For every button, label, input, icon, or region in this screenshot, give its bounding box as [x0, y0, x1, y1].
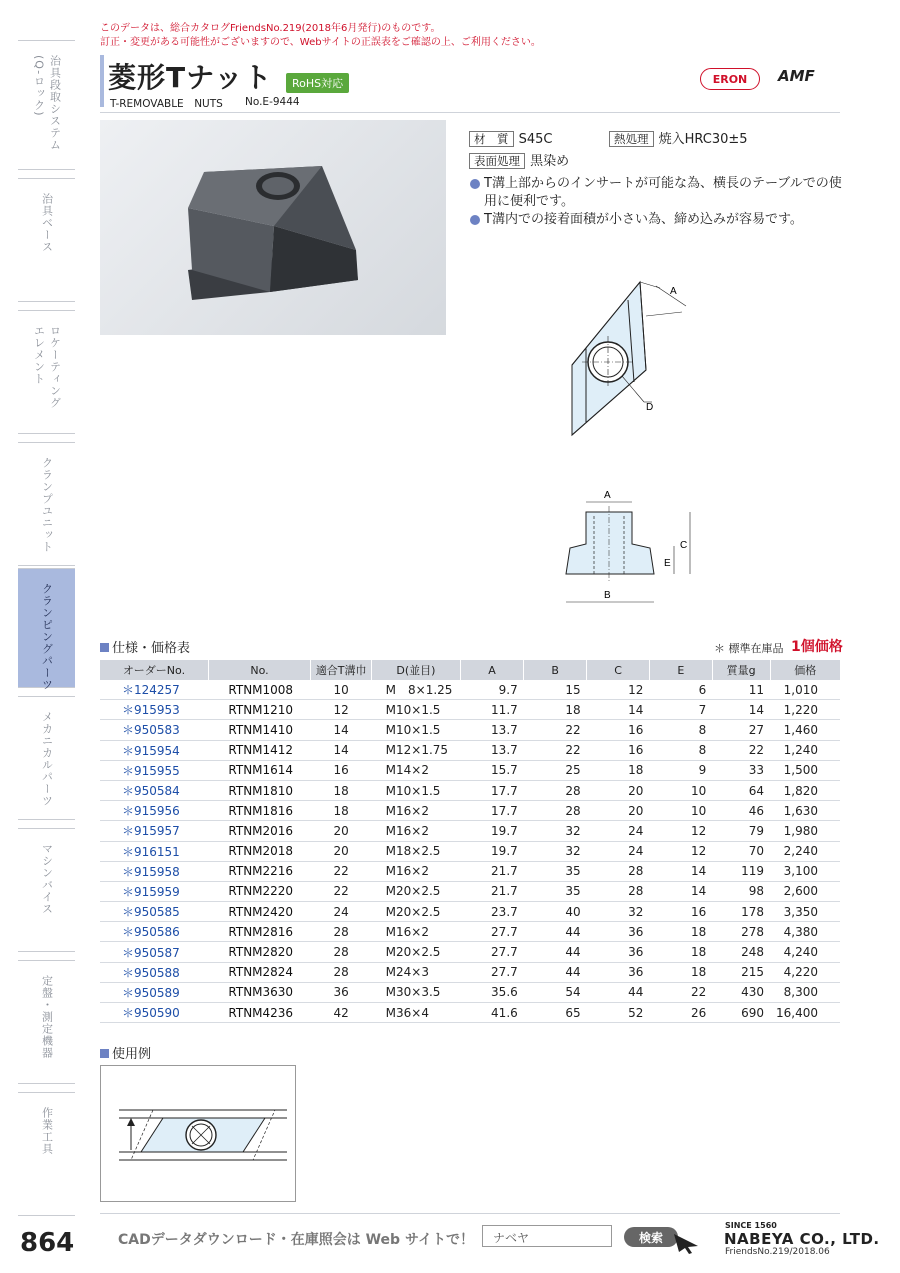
unit-price-note: 1個価格: [791, 639, 843, 655]
table-row: [100, 902, 840, 922]
table-cell: 12: [311, 700, 372, 720]
table-cell: 21.7: [460, 881, 524, 901]
table-cell: RTNM1210: [208, 700, 310, 720]
page-subtitle: T-REMOVABLE NUTS: [110, 98, 223, 110]
table-cell: 52: [587, 1003, 650, 1023]
table-cell: M18×2.5: [372, 841, 461, 861]
table-cell: 22: [524, 720, 587, 740]
table-cell: 2,600: [770, 881, 840, 901]
table-cell: M36×4: [372, 1003, 461, 1023]
table-cell: 18: [587, 760, 650, 780]
table-cell: 10: [649, 780, 712, 800]
col-slot-width: 適合T溝巾: [311, 660, 372, 680]
table-cell: 11.7: [460, 700, 524, 720]
table-row: [100, 922, 840, 942]
table-cell: 12: [649, 821, 712, 841]
table-cell: ＊915956: [100, 801, 208, 821]
table-cell: ＊916151: [100, 841, 208, 861]
table-cell: RTNM2816: [208, 922, 310, 942]
table-cell: 2,240: [770, 841, 840, 861]
table-cell: 7: [649, 700, 712, 720]
table-header-row: [100, 660, 840, 680]
table-cell: 14: [649, 861, 712, 881]
table-cell: ＊950589: [100, 982, 208, 1002]
table-cell: 1,980: [770, 821, 840, 841]
table-cell: 278: [712, 922, 770, 942]
table-cell: 14: [712, 700, 770, 720]
table-cell: ＊950587: [100, 942, 208, 962]
table-cell: 44: [524, 942, 587, 962]
table-cell: 26: [649, 1003, 712, 1023]
table-cell: 36: [587, 922, 650, 942]
table-cell: RTNM2216: [208, 861, 310, 881]
table-cell: 18: [311, 801, 372, 821]
table-cell: 8: [649, 740, 712, 760]
table-cell: RTNM1412: [208, 740, 310, 760]
table-cell: 28: [524, 780, 587, 800]
amf-logo: AMF: [778, 67, 815, 85]
table-cell: RTNM1810: [208, 780, 310, 800]
table-cell: 28: [311, 922, 372, 942]
usage-heading: 使用例: [100, 1043, 151, 1062]
table-body: [100, 680, 840, 1023]
sidebar-item-clamping-parts[interactable]: クランピングパーツ: [18, 568, 75, 688]
table-cell: 430: [712, 982, 770, 1002]
table-cell: RTNM2824: [208, 962, 310, 982]
table-cell: 13.7: [460, 720, 524, 740]
product-photo: [100, 120, 446, 335]
table-cell: 10: [311, 680, 372, 700]
table-cell: 11: [712, 680, 770, 700]
table-row: [100, 1003, 840, 1023]
dim-label-d: D: [646, 402, 654, 413]
table-cell: 22: [524, 740, 587, 760]
table-cell: 42: [311, 1003, 372, 1023]
table-cell: ＊915959: [100, 881, 208, 901]
table-cell: ＊950584: [100, 780, 208, 800]
table-cell: 20: [587, 801, 650, 821]
table-cell: M20×2.5: [372, 881, 461, 901]
table-cell: 16: [587, 740, 650, 760]
sidebar-item-clamp-unit[interactable]: クランプユニット: [18, 442, 75, 566]
table-cell: 10: [649, 801, 712, 821]
page-number: 864: [20, 1228, 75, 1258]
table-cell: RTNM4236: [208, 1003, 310, 1023]
table-cell: M10×1.5: [372, 780, 461, 800]
col-mass: 質量g: [712, 660, 770, 680]
table-cell: 40: [524, 902, 587, 922]
heat-value: 焼入HRC30±5: [658, 132, 748, 147]
table-cell: RTNM2018: [208, 841, 310, 861]
search-input[interactable]: ナベヤ: [482, 1225, 612, 1247]
table-cell: M10×1.5: [372, 720, 461, 740]
table-cell: 24: [587, 821, 650, 841]
table-row: [100, 760, 840, 780]
search-button[interactable]: 検索: [624, 1227, 678, 1247]
table-cell: 1,630: [770, 801, 840, 821]
table-cell: 22: [311, 881, 372, 901]
table-cell: 44: [524, 922, 587, 942]
table-cell: ＊915953: [100, 700, 208, 720]
table-cell: 35: [524, 881, 587, 901]
table-cell: M12×1.75: [372, 740, 461, 760]
spec-heat: [609, 128, 748, 147]
table-cell: 3,100: [770, 861, 840, 881]
spec-table-heading: 仕様・価格表: [100, 637, 190, 656]
table-row: [100, 881, 840, 901]
table-cell: 44: [587, 982, 650, 1002]
dim-label-b: B: [604, 590, 611, 601]
table-cell: M16×2: [372, 801, 461, 821]
table-cell: 44: [524, 962, 587, 982]
col-d: D(並目): [372, 660, 461, 680]
table-cell: 21.7: [460, 861, 524, 881]
table-cell: 17.7: [460, 780, 524, 800]
col-a: A: [460, 660, 524, 680]
sidebar-item-measuring[interactable]: 定盤・測定機器: [18, 960, 75, 1084]
table-cell: 18: [649, 962, 712, 982]
table-cell: 119: [712, 861, 770, 881]
table-row: [100, 942, 840, 962]
table-cell: 9.7: [460, 680, 524, 700]
usage-example-figure: [100, 1065, 296, 1202]
surface-label: 表面処理: [469, 153, 525, 169]
table-cell: 32: [524, 821, 587, 841]
front-view-drawing: [562, 486, 702, 615]
dim-label-a-front: A: [604, 490, 611, 501]
sidebar-item-locating[interactable]: ロケーティング エレメント: [18, 310, 75, 434]
table-cell: 13.7: [460, 740, 524, 760]
table-cell: 17.7: [460, 801, 524, 821]
table-cell: 27.7: [460, 942, 524, 962]
dim-label-e: E: [664, 558, 671, 569]
table-cell: 24: [311, 902, 372, 922]
table-cell: 46: [712, 801, 770, 821]
feature-item: T溝上部からのインサートが可能な為、横長のテーブルでの使用に便利です。: [470, 175, 850, 211]
col-c: C: [587, 660, 650, 680]
table-cell: 18: [311, 780, 372, 800]
title-accent-bar: [100, 55, 104, 107]
table-cell: RTNM2220: [208, 881, 310, 901]
table-cell: ＊950583: [100, 720, 208, 740]
table-cell: M20×2.5: [372, 902, 461, 922]
cursor-arrow-icon: [672, 1232, 702, 1258]
table-cell: 20: [311, 821, 372, 841]
spec-surface: [469, 150, 569, 169]
table-row: [100, 680, 840, 700]
table-cell: 36: [587, 942, 650, 962]
table-cell: 19.7: [460, 841, 524, 861]
table-row: [100, 801, 840, 821]
sidebar-item-tools[interactable]: 作業工具: [18, 1092, 75, 1216]
table-cell: 64: [712, 780, 770, 800]
table-cell: 36: [587, 962, 650, 982]
table-cell: 14: [587, 700, 650, 720]
table-cell: 22: [311, 861, 372, 881]
table-row: [100, 700, 840, 720]
notice-line-2: 訂正・変更がある可能性がございますので、Webサイトの正誤表をご確認の上、ご利用ください。: [100, 37, 541, 48]
title-divider: [100, 112, 840, 113]
feature-list: [470, 175, 850, 229]
table-cell: 28: [311, 962, 372, 982]
table-cell: 22: [649, 982, 712, 1002]
table-cell: RTNM1008: [208, 680, 310, 700]
stock-note: ＊ 標準在庫品: [714, 642, 784, 655]
table-cell: 4,220: [770, 962, 840, 982]
table-cell: ＊915957: [100, 821, 208, 841]
sidebar-item-vise[interactable]: マシンバイス: [18, 828, 75, 952]
table-cell: 98: [712, 881, 770, 901]
notice-line-1: このデータは、総合カタログFriendsNo.219(2018年6月発行)のものです。: [100, 23, 441, 34]
rohs-badge: RoHS対応: [286, 73, 349, 93]
col-no: No.: [208, 660, 310, 680]
feature-item: T溝内での接着面積が小さい為、締め込みが容易です。: [470, 211, 850, 229]
table-cell: M30×3.5: [372, 982, 461, 1002]
table-cell: 35.6: [460, 982, 524, 1002]
table-cell: ＊950585: [100, 902, 208, 922]
table-cell: 23.7: [460, 902, 524, 922]
table-cell: 36: [311, 982, 372, 1002]
table-cell: ＊950588: [100, 962, 208, 982]
table-cell: 12: [649, 841, 712, 861]
heat-label: 熱処理: [609, 131, 654, 147]
table-cell: 1,010: [770, 680, 840, 700]
table-cell: 1,500: [770, 760, 840, 780]
table-cell: 27.7: [460, 922, 524, 942]
col-e: E: [649, 660, 712, 680]
table-cell: 54: [524, 982, 587, 1002]
table-cell: 35: [524, 861, 587, 881]
table-cell: RTNM1410: [208, 720, 310, 740]
material-label: 材 質: [469, 131, 514, 147]
table-cell: 1,240: [770, 740, 840, 760]
dim-label-a: A: [670, 286, 677, 297]
table-cell: RTNM1614: [208, 760, 310, 780]
table-row: [100, 740, 840, 760]
table-cell: 8: [649, 720, 712, 740]
spec-price-table: [100, 660, 840, 1023]
table-cell: 15: [524, 680, 587, 700]
material-value: S45C: [518, 132, 553, 147]
table-cell: ＊915955: [100, 760, 208, 780]
table-cell: 690: [712, 1003, 770, 1023]
table-cell: 14: [311, 720, 372, 740]
table-cell: 18: [649, 922, 712, 942]
spec-material: [469, 128, 552, 147]
eron-logo: ERON: [700, 68, 760, 90]
table-cell: 19.7: [460, 821, 524, 841]
table-cell: 12: [587, 680, 650, 700]
table-cell: 20: [311, 841, 372, 861]
table-cell: 14: [311, 740, 372, 760]
product-number: No.E-9444: [245, 96, 300, 108]
table-cell: 1,220: [770, 700, 840, 720]
table-cell: M14×2: [372, 760, 461, 780]
table-cell: 16: [587, 720, 650, 740]
sidebar-item-jig-base[interactable]: 治具ベース: [18, 178, 75, 302]
table-row: [100, 841, 840, 861]
table-cell: M24×3: [372, 962, 461, 982]
table-cell: 65: [524, 1003, 587, 1023]
company-name: NABEYA CO., LTD.: [724, 1230, 880, 1248]
table-cell: 1,460: [770, 720, 840, 740]
table-row: [100, 720, 840, 740]
col-b: B: [524, 660, 587, 680]
table-cell: 28: [587, 861, 650, 881]
table-cell: 15.7: [460, 760, 524, 780]
sidebar-item-qlock[interactable]: 治具段取システム (Q-ロック): [18, 40, 75, 170]
col-price: 価格: [770, 660, 840, 680]
table-cell: 4,240: [770, 942, 840, 962]
table-cell: ＊950586: [100, 922, 208, 942]
table-cell: 24: [587, 841, 650, 861]
table-cell: ＊915954: [100, 740, 208, 760]
table-cell: 8,300: [770, 982, 840, 1002]
footer-cta: CADデータダウンロード・在庫照会は Web サイトで！: [118, 1232, 474, 1248]
table-cell: RTNM1816: [208, 801, 310, 821]
sidebar-item-mechanical[interactable]: メカニカルパーツ: [18, 696, 75, 820]
table-cell: M16×2: [372, 821, 461, 841]
table-row: [100, 861, 840, 881]
table-cell: 14: [649, 881, 712, 901]
table-cell: M 8×1.25: [372, 680, 461, 700]
table-cell: 32: [587, 902, 650, 922]
table-cell: ＊124257: [100, 680, 208, 700]
table-cell: 70: [712, 841, 770, 861]
table-cell: 3,350: [770, 902, 840, 922]
table-cell: 178: [712, 902, 770, 922]
table-cell: 41.6: [460, 1003, 524, 1023]
table-cell: 28: [524, 801, 587, 821]
table-cell: 6: [649, 680, 712, 700]
table-cell: 1,820: [770, 780, 840, 800]
table-cell: 9: [649, 760, 712, 780]
dim-label-c: C: [680, 540, 688, 551]
table-cell: 22: [712, 740, 770, 760]
table-cell: RTNM3630: [208, 982, 310, 1002]
table-cell: 79: [712, 821, 770, 841]
table-cell: 4,380: [770, 922, 840, 942]
table-cell: 215: [712, 962, 770, 982]
table-cell: M16×2: [372, 922, 461, 942]
table-cell: 16: [311, 760, 372, 780]
page-title: 菱形Tナット: [108, 61, 273, 94]
table-cell: 20: [587, 780, 650, 800]
table-row: [100, 982, 840, 1002]
table-cell: M20×2.5: [372, 942, 461, 962]
table-cell: ＊915958: [100, 861, 208, 881]
catalog-edition: FriendsNo.219/2018.06: [725, 1247, 830, 1257]
table-cell: 32: [524, 841, 587, 861]
table-cell: 28: [587, 881, 650, 901]
table-cell: 18: [649, 942, 712, 962]
table-cell: RTNM2016: [208, 821, 310, 841]
table-cell: 28: [311, 942, 372, 962]
table-cell: RTNM2820: [208, 942, 310, 962]
catalog-notice: [100, 22, 541, 50]
surface-value: 黒染め: [530, 154, 570, 169]
top-view-drawing: [560, 270, 710, 449]
table-cell: 16,400: [770, 1003, 840, 1023]
table-cell: M16×2: [372, 861, 461, 881]
table-cell: 25: [524, 760, 587, 780]
table-cell: 18: [524, 700, 587, 720]
company-since: SINCE 1560: [725, 1221, 777, 1230]
table-cell: 33: [712, 760, 770, 780]
table-row: [100, 780, 840, 800]
table-cell: 16: [649, 902, 712, 922]
table-cell: 27.7: [460, 962, 524, 982]
col-order-no: オーダーNo.: [100, 660, 208, 680]
footer-divider: [100, 1213, 840, 1214]
table-cell: RTNM2420: [208, 902, 310, 922]
table-cell: 27: [712, 720, 770, 740]
table-row: [100, 821, 840, 841]
table-cell: 248: [712, 942, 770, 962]
table-row: [100, 962, 840, 982]
table-cell: ＊950590: [100, 1003, 208, 1023]
table-cell: M10×1.5: [372, 700, 461, 720]
